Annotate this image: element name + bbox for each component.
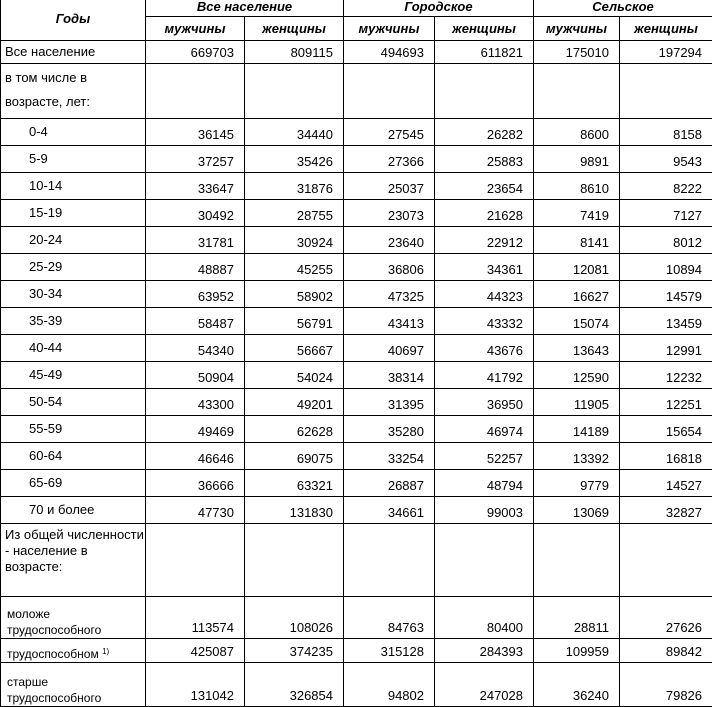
cell: 7127	[620, 200, 712, 227]
cell: 669703	[146, 41, 245, 64]
cell: 611821	[435, 41, 534, 64]
table-row	[1, 443, 712, 470]
years-header: Годы	[1, 0, 146, 41]
cell: 10894	[620, 254, 712, 281]
cell: 12991	[620, 335, 712, 362]
working-label	[1, 663, 146, 707]
table-row	[1, 362, 712, 389]
cell: 99003	[435, 497, 534, 524]
cell: 109959	[534, 639, 620, 663]
cell: 494693	[344, 41, 435, 64]
cell: 28811	[534, 597, 620, 639]
table-row	[1, 497, 712, 524]
cell: 315128	[344, 639, 435, 663]
cell: 56667	[245, 335, 344, 362]
cell: 12590	[534, 362, 620, 389]
table-row	[1, 389, 712, 416]
cell: 30492	[146, 200, 245, 227]
cell: 8222	[620, 173, 712, 200]
women-header: женщины	[435, 17, 534, 41]
cell: 16818	[620, 443, 712, 470]
cell: 27366	[344, 146, 435, 173]
cell: 41792	[435, 362, 534, 389]
cell: 809115	[245, 41, 344, 64]
cell: 175010	[534, 41, 620, 64]
row-label: Все население	[1, 41, 146, 64]
cell: 43332	[435, 308, 534, 335]
cell: 25883	[435, 146, 534, 173]
table-row	[1, 227, 712, 254]
age-label: 65-69	[1, 470, 146, 497]
cell: 8610	[534, 173, 620, 200]
age-label: 45-49	[1, 362, 146, 389]
cell: 43676	[435, 335, 534, 362]
age-label: 70 и более	[1, 497, 146, 524]
cell: 36145	[146, 119, 245, 146]
cell: 58902	[245, 281, 344, 308]
table-row	[1, 173, 712, 200]
cell: 197294	[620, 41, 712, 64]
cell: 8600	[534, 119, 620, 146]
cell: 62628	[245, 416, 344, 443]
cell: 26282	[435, 119, 534, 146]
cell: 247028	[435, 663, 534, 707]
cell: 23073	[344, 200, 435, 227]
cell: 40697	[344, 335, 435, 362]
cell: 35426	[245, 146, 344, 173]
age-label: 0-4	[1, 119, 146, 146]
women-header: женщины	[245, 17, 344, 41]
cell: 33254	[344, 443, 435, 470]
cell: 284393	[435, 639, 534, 663]
cell: 50904	[146, 362, 245, 389]
cell: 8141	[534, 227, 620, 254]
cell: 131042	[146, 663, 245, 707]
cell: 58487	[146, 308, 245, 335]
cell: 34440	[245, 119, 344, 146]
cell: 31395	[344, 389, 435, 416]
cell: 8012	[620, 227, 712, 254]
cell: 37257	[146, 146, 245, 173]
cell: 326854	[245, 663, 344, 707]
table-row	[1, 639, 712, 663]
group-header-rural: Сельское	[534, 0, 712, 17]
age-label: 40-44	[1, 335, 146, 362]
age-intro-label: в том числе в возрасте, лет:	[1, 64, 146, 119]
age-label: 10-14	[1, 173, 146, 200]
table-row	[1, 663, 712, 707]
table-row	[1, 335, 712, 362]
cell: 34661	[344, 497, 435, 524]
table-row-working-intro	[1, 524, 712, 597]
cell: 33647	[146, 173, 245, 200]
cell: 27626	[620, 597, 712, 639]
cell: 48887	[146, 254, 245, 281]
age-label: 30-34	[1, 281, 146, 308]
cell: 36950	[435, 389, 534, 416]
cell: 12232	[620, 362, 712, 389]
women-header: женщины	[620, 17, 712, 41]
cell: 44323	[435, 281, 534, 308]
cell: 14527	[620, 470, 712, 497]
cell: 7419	[534, 200, 620, 227]
table-row	[1, 308, 712, 335]
cell: 43413	[344, 308, 435, 335]
cell: 9891	[534, 146, 620, 173]
cell: 36806	[344, 254, 435, 281]
cell: 12081	[534, 254, 620, 281]
cell: 84763	[344, 597, 435, 639]
cell: 16627	[534, 281, 620, 308]
cell: 36666	[146, 470, 245, 497]
age-label: 20-24	[1, 227, 146, 254]
group-header-urban: Городское	[344, 0, 534, 17]
cell: 15074	[534, 308, 620, 335]
cell: 49469	[146, 416, 245, 443]
cell: 36240	[534, 663, 620, 707]
age-label: 25-29	[1, 254, 146, 281]
cell: 15654	[620, 416, 712, 443]
cell: 47325	[344, 281, 435, 308]
age-label: 50-54	[1, 389, 146, 416]
cell: 63952	[146, 281, 245, 308]
cell: 13069	[534, 497, 620, 524]
footnote-marker: 1)	[102, 647, 109, 656]
age-label: 60-64	[1, 443, 146, 470]
cell: 8158	[620, 119, 712, 146]
cell: 21628	[435, 200, 534, 227]
cell: 13643	[534, 335, 620, 362]
cell: 25037	[344, 173, 435, 200]
working-label-text: моложе трудоспособного	[7, 607, 101, 637]
cell: 63321	[245, 470, 344, 497]
cell: 131830	[245, 497, 344, 524]
working-label	[1, 639, 146, 663]
table-row	[1, 416, 712, 443]
cell: 30924	[245, 227, 344, 254]
working-intro-label: Из общей численности - население в возрасте:	[1, 524, 146, 597]
age-label: 55-59	[1, 416, 146, 443]
table-row	[1, 200, 712, 227]
cell: 43300	[146, 389, 245, 416]
age-label: 15-19	[1, 200, 146, 227]
cell: 108026	[245, 597, 344, 639]
cell: 54340	[146, 335, 245, 362]
cell: 374235	[245, 639, 344, 663]
cell: 14189	[534, 416, 620, 443]
cell: 14579	[620, 281, 712, 308]
table-row	[1, 254, 712, 281]
cell: 425087	[146, 639, 245, 663]
table-row-total	[1, 41, 712, 64]
cell: 28755	[245, 200, 344, 227]
cell: 35280	[344, 416, 435, 443]
cell: 56791	[245, 308, 344, 335]
age-label: 5-9	[1, 146, 146, 173]
cell: 89842	[620, 639, 712, 663]
cell: 113574	[146, 597, 245, 639]
cell: 13459	[620, 308, 712, 335]
cell: 45255	[245, 254, 344, 281]
cell: 23640	[344, 227, 435, 254]
men-header: мужчины	[344, 17, 435, 41]
cell: 38314	[344, 362, 435, 389]
cell: 34361	[435, 254, 534, 281]
cell: 79826	[620, 663, 712, 707]
table-row	[1, 470, 712, 497]
working-label-text: старше трудоспособного	[7, 675, 101, 705]
cell: 27545	[344, 119, 435, 146]
cell: 52257	[435, 443, 534, 470]
cell: 23654	[435, 173, 534, 200]
cell: 47730	[146, 497, 245, 524]
cell: 9543	[620, 146, 712, 173]
cell: 9779	[534, 470, 620, 497]
cell: 31781	[146, 227, 245, 254]
age-label: 35-39	[1, 308, 146, 335]
group-header-all: Все население	[146, 0, 344, 17]
table-row	[1, 146, 712, 173]
working-label	[1, 597, 146, 639]
cell: 26887	[344, 470, 435, 497]
men-header: мужчины	[534, 17, 620, 41]
cell: 69075	[245, 443, 344, 470]
cell: 54024	[245, 362, 344, 389]
table-row-age-intro	[1, 64, 712, 119]
cell: 13392	[534, 443, 620, 470]
cell: 46974	[435, 416, 534, 443]
cell: 94802	[344, 663, 435, 707]
working-label-text: трудоспособном	[7, 647, 99, 661]
cell: 31876	[245, 173, 344, 200]
table-row	[1, 119, 712, 146]
table-row	[1, 281, 712, 308]
cell: 32827	[620, 497, 712, 524]
cell: 48794	[435, 470, 534, 497]
men-header: мужчины	[146, 17, 245, 41]
cell: 49201	[245, 389, 344, 416]
cell: 22912	[435, 227, 534, 254]
table-row	[1, 597, 712, 639]
cell: 12251	[620, 389, 712, 416]
cell: 80400	[435, 597, 534, 639]
cell: 11905	[534, 389, 620, 416]
cell: 46646	[146, 443, 245, 470]
